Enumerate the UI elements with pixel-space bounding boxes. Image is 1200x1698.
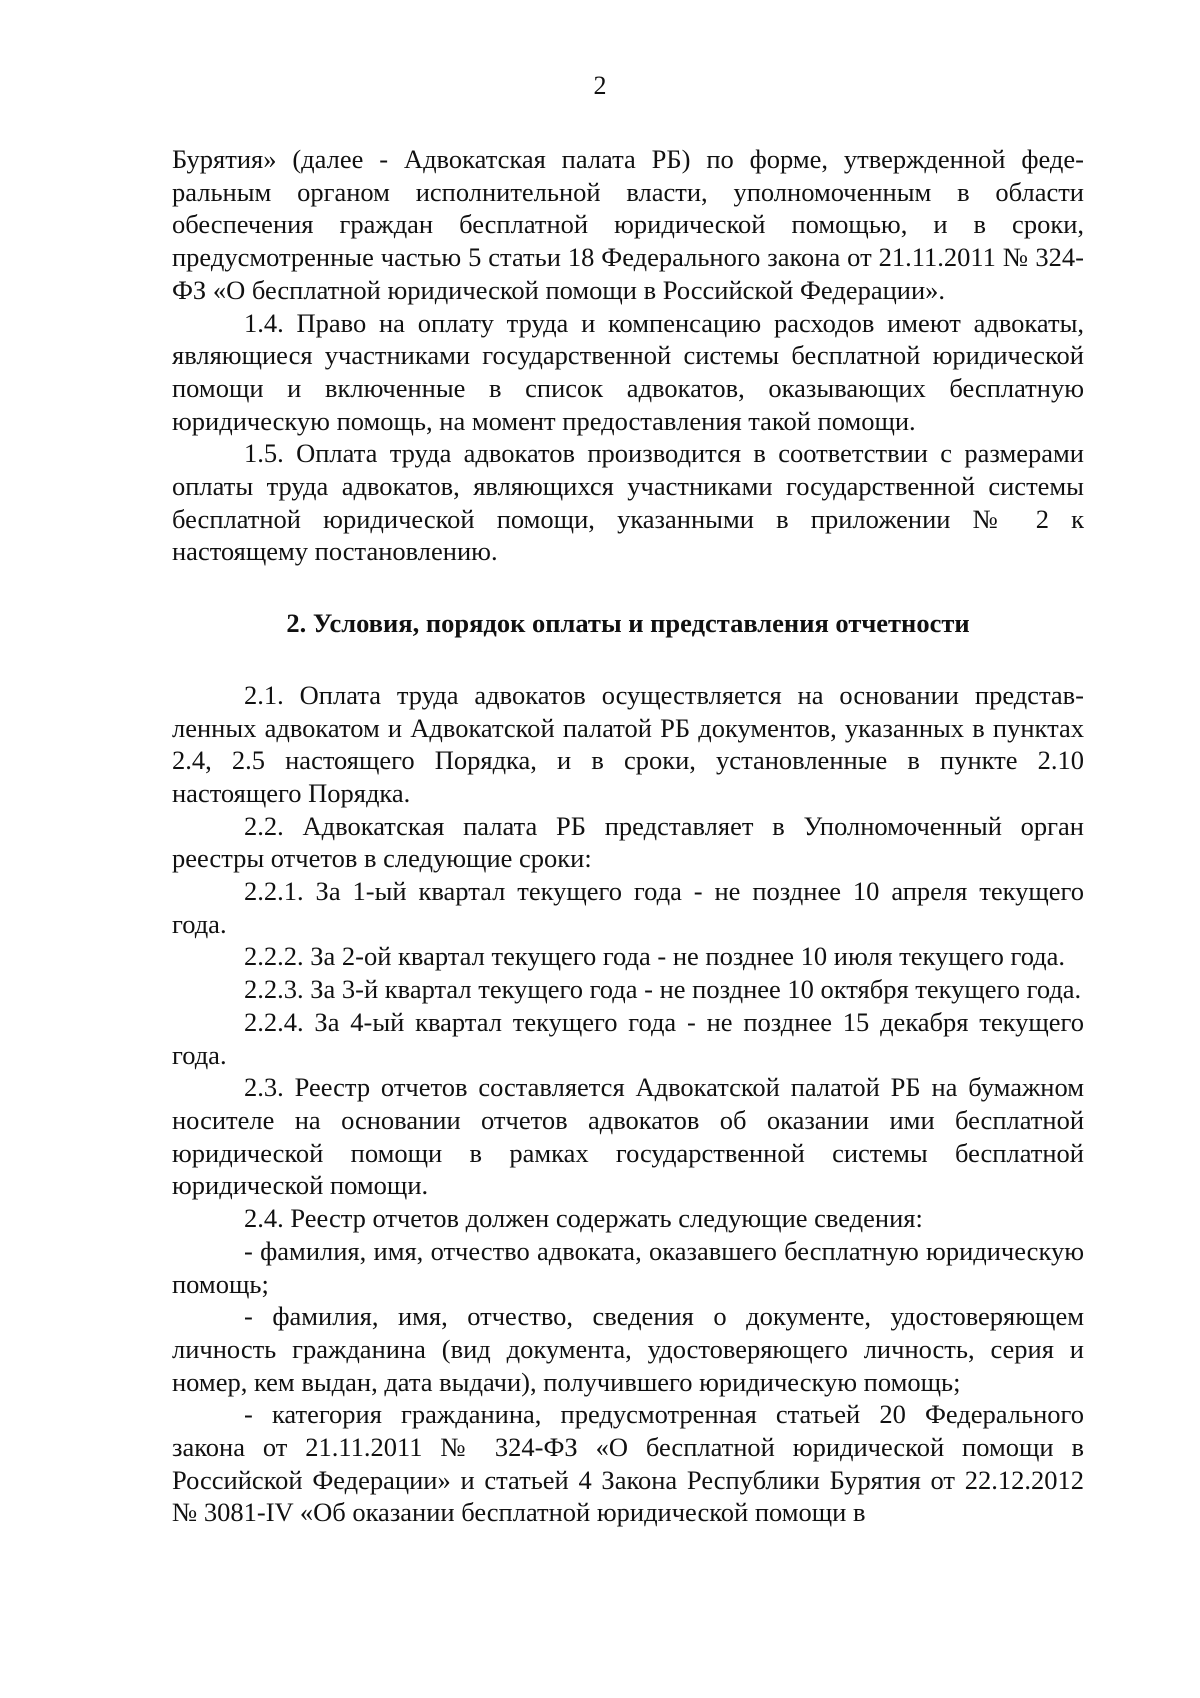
paragraph-2-2: 2.2. Адвокатская палата РБ представляет в Уполномоченный орган реестры отчетов в следующие сроки:: [172, 810, 1084, 874]
document-body: [172, 143, 1084, 1529]
paragraph-2-3: 2.3. Реестр отчетов составляется Адвокатской палатой РБ на бумажном носителе на основании отчетов адвокатов об оказании ими бесплатной юридической помощи в рамках государственной системы бесплатной юридической помощи.: [172, 1072, 1084, 1201]
paragraph-2-2-1: 2.2.1. За 1-ый квартал текущего года - не позднее 10 апреля текущего года.: [172, 876, 1084, 939]
paragraph-1-5: 1.5. Оплата труда адвокатов производится в соответствии с размерами оплаты труда адвокатов, являющихся участниками государственной системы бесплатной юридической помощи, указанными в приложении № 2 к настоящему постановлению.: [172, 438, 1084, 567]
section-heading: 2. Условия, порядок оплаты и представления отчетности: [286, 608, 970, 639]
list-item-lawyer-name: - фамилия, имя, отчество адвоката, оказавшего бесплатную юридическую помощь;: [172, 1235, 1084, 1299]
paragraph-continuation: Бурятия» (далее - Адвокатская палата РБ) по форме, утвержденной федеральным органом исполнительной власти, уполномоченным в области обеспечения граждан бесплатной юридической помощью, и в сроки, предусмотренные частью 5 статьи 18 Федерального закона от 21.11.2011 № 324-ФЗ «О бесплатной юридической помощи в Российской Федерации».: [172, 144, 1084, 305]
list-item-citizen-category: - категория гражданина, предусмотренная статьей 20 Федерального закона от 21.11.2011 № 324-ФЗ «О бесплатной юридической помощи в Российской Федерации» и статьей 4 Закона Республики Бурятия от 22.12.2012 № 3081-IV «Об оказании бесплатной юридической помощи в: [172, 1399, 1084, 1528]
paragraph-2-4: 2.4. Реестр отчетов должен содержать следующие сведения:: [244, 1203, 923, 1234]
paragraph-2-1: 2.1. Оплата труда адвокатов осуществляется на основании представленных адвокатом и Адвокатской палатой РБ документов, указанных в пунктах 2.4, 2.5 настоящего Порядка, и в сроки, установленные в пункте 2.10 настоящего Порядка.: [172, 679, 1084, 808]
paragraph-2-2-4: 2.2.4. За 4-ый квартал текущего года - не позднее 15 декабря текущего года.: [172, 1006, 1084, 1070]
paragraph-2-2-3: 2.2.3. За 3-й квартал текущего года - не позднее 10 октября текущего года.: [244, 974, 1082, 1005]
paragraph-1-4: 1.4. Право на оплату труда и компенсацию расходов имеют адвокаты, являющиеся участниками государственной системы бесплатной юридической помощи и включенные в список адвокатов, оказывающих бесплатную юридическую помощь, на момент предоставления такой помощи.: [172, 307, 1084, 436]
list-item-citizen-identity: - фамилия, имя, отчество, сведения о документе, удостоверяющем личность гражданина (вид документа, удостоверяющего личность, серия и номер, кем выдан, дата выдачи), получившего юридическую помощь;: [172, 1301, 1084, 1397]
page-number: 2: [593, 71, 607, 100]
paragraph-2-2-2: 2.2.2. За 2-ой квартал текущего года - не позднее 10 июля текущего года.: [244, 941, 1066, 972]
